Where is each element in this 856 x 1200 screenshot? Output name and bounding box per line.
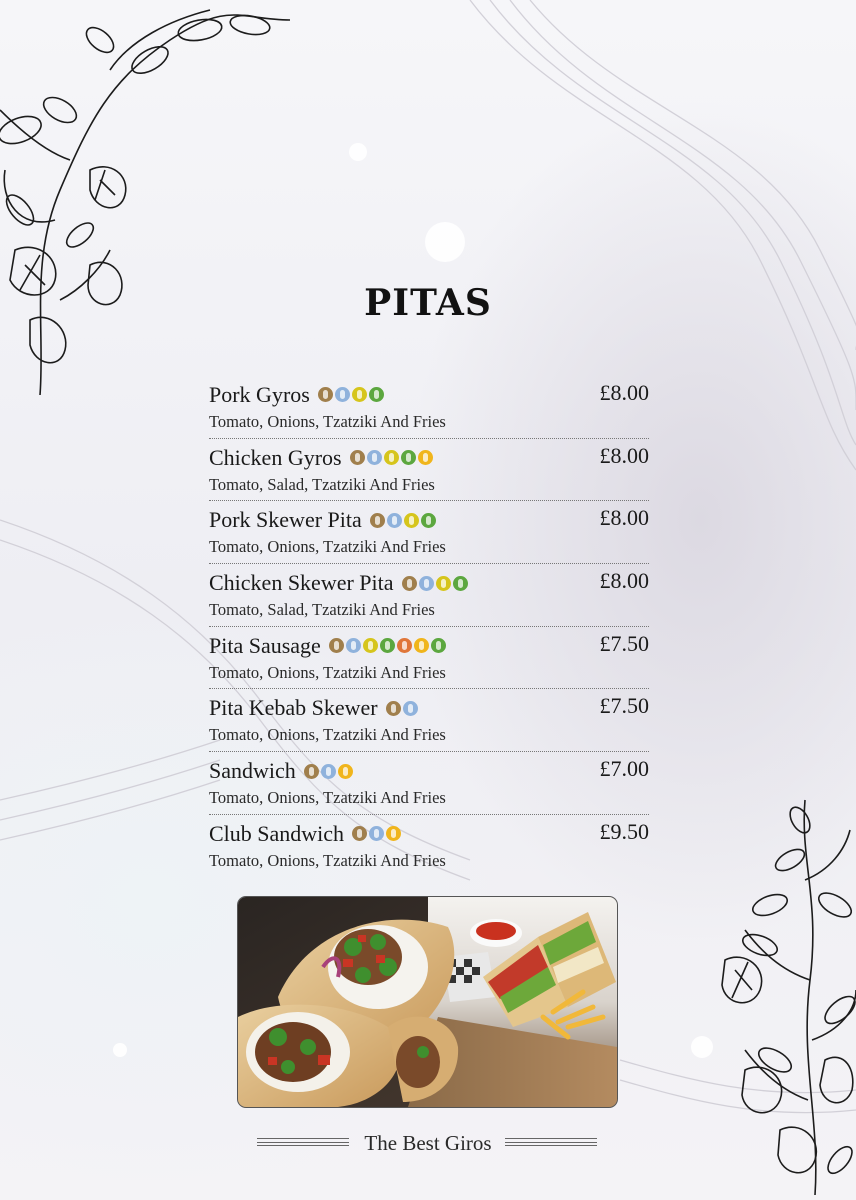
menu-item-sandwich <box>209 752 649 815</box>
item-price: £8.00 <box>599 568 649 594</box>
item-description: Tomato, Salad, Tzatziki And Fries <box>209 474 435 494</box>
allergen-icons <box>350 443 435 469</box>
mustard-icon <box>352 387 367 402</box>
floral-top-left-icon <box>0 10 290 395</box>
allergen-icons <box>386 693 420 719</box>
mustard-icon <box>384 450 399 465</box>
menu-item-pork-gyros <box>209 376 649 439</box>
gluten-icon <box>329 638 344 653</box>
menu-item-club-sandwich <box>209 815 649 878</box>
item-description: Tomato, Onions, Tzatziki And Fries <box>209 725 446 745</box>
allergen-icons <box>352 819 403 845</box>
milk-icon <box>321 764 336 779</box>
menu-item-chicken-gyros <box>209 439 649 502</box>
item-price: £7.00 <box>599 756 649 782</box>
milk-icon <box>369 826 384 841</box>
menu-list <box>209 376 649 878</box>
item-description: Tomato, Salad, Tzatziki And Fries <box>209 600 435 620</box>
milk-icon <box>403 701 418 716</box>
gluten-icon <box>352 826 367 841</box>
celery-icon <box>401 450 416 465</box>
allergen-icons <box>402 568 470 594</box>
milk-icon <box>419 576 434 591</box>
gluten-icon <box>318 387 333 402</box>
item-price: £7.50 <box>599 693 649 719</box>
item-description: Tomato, Onions, Tzatziki And Fries <box>209 662 446 682</box>
menu-item-pork-skewer-pita <box>209 501 649 564</box>
celery-icon <box>453 576 468 591</box>
gluten-icon <box>350 450 365 465</box>
egg-icon <box>386 826 401 841</box>
milk-icon <box>367 450 382 465</box>
item-price: £9.50 <box>599 818 649 844</box>
menu-item-pita-kebab-skewer <box>209 689 649 752</box>
gluten-icon <box>402 576 417 591</box>
item-name: Chicken Gyros <box>209 443 435 471</box>
item-price: £7.50 <box>599 630 649 656</box>
item-name: Sandwich <box>209 756 355 784</box>
item-description: Tomato, Onions, Tzatziki And Fries <box>209 788 446 808</box>
item-name: Pork Gyros <box>209 380 386 408</box>
allergen-icons <box>304 756 355 782</box>
mustard-icon <box>363 638 378 653</box>
item-name: Pita Sausage <box>209 631 448 659</box>
gluten-icon <box>386 701 401 716</box>
item-name: Chicken Skewer Pita <box>209 568 470 596</box>
milk-icon <box>346 638 361 653</box>
mustard-icon <box>404 513 419 528</box>
egg-icon <box>414 638 429 653</box>
gluten-icon <box>370 513 385 528</box>
item-name: Pita Kebab Skewer <box>209 693 420 721</box>
menu-item-chicken-skewer-pita <box>209 564 649 627</box>
egg-icon <box>418 450 433 465</box>
gyros-sandwich-photo-icon <box>238 897 617 1107</box>
celery-icon <box>369 387 384 402</box>
footer-tagline: The Best Giros <box>364 1131 492 1155</box>
egg-icon <box>338 764 353 779</box>
item-name: Pork Skewer Pita <box>209 505 438 533</box>
page-title: PITAS <box>364 282 492 324</box>
mustard-icon <box>436 576 451 591</box>
item-price: £8.00 <box>599 442 649 468</box>
milk-icon <box>335 387 350 402</box>
item-price: £8.00 <box>599 505 649 531</box>
food-photo <box>238 897 617 1107</box>
celery-icon <box>380 638 395 653</box>
item-name: Club Sandwich <box>209 819 403 847</box>
celery-icon <box>421 513 436 528</box>
allergen-icons <box>318 380 386 406</box>
nuts-icon <box>397 638 412 653</box>
milk-icon <box>387 513 402 528</box>
gluten-icon <box>304 764 319 779</box>
item-description: Tomato, Onions, Tzatziki And Fries <box>209 537 446 557</box>
celery-icon <box>431 638 446 653</box>
menu-item-pita-sausage <box>209 627 649 690</box>
allergen-icons <box>370 505 438 531</box>
allergen-icons <box>329 631 448 657</box>
item-price: £8.00 <box>599 380 649 405</box>
item-description: Tomato, Onions, Tzatziki And Fries <box>209 412 446 431</box>
item-description: Tomato, Onions, Tzatziki And Fries <box>209 850 446 870</box>
